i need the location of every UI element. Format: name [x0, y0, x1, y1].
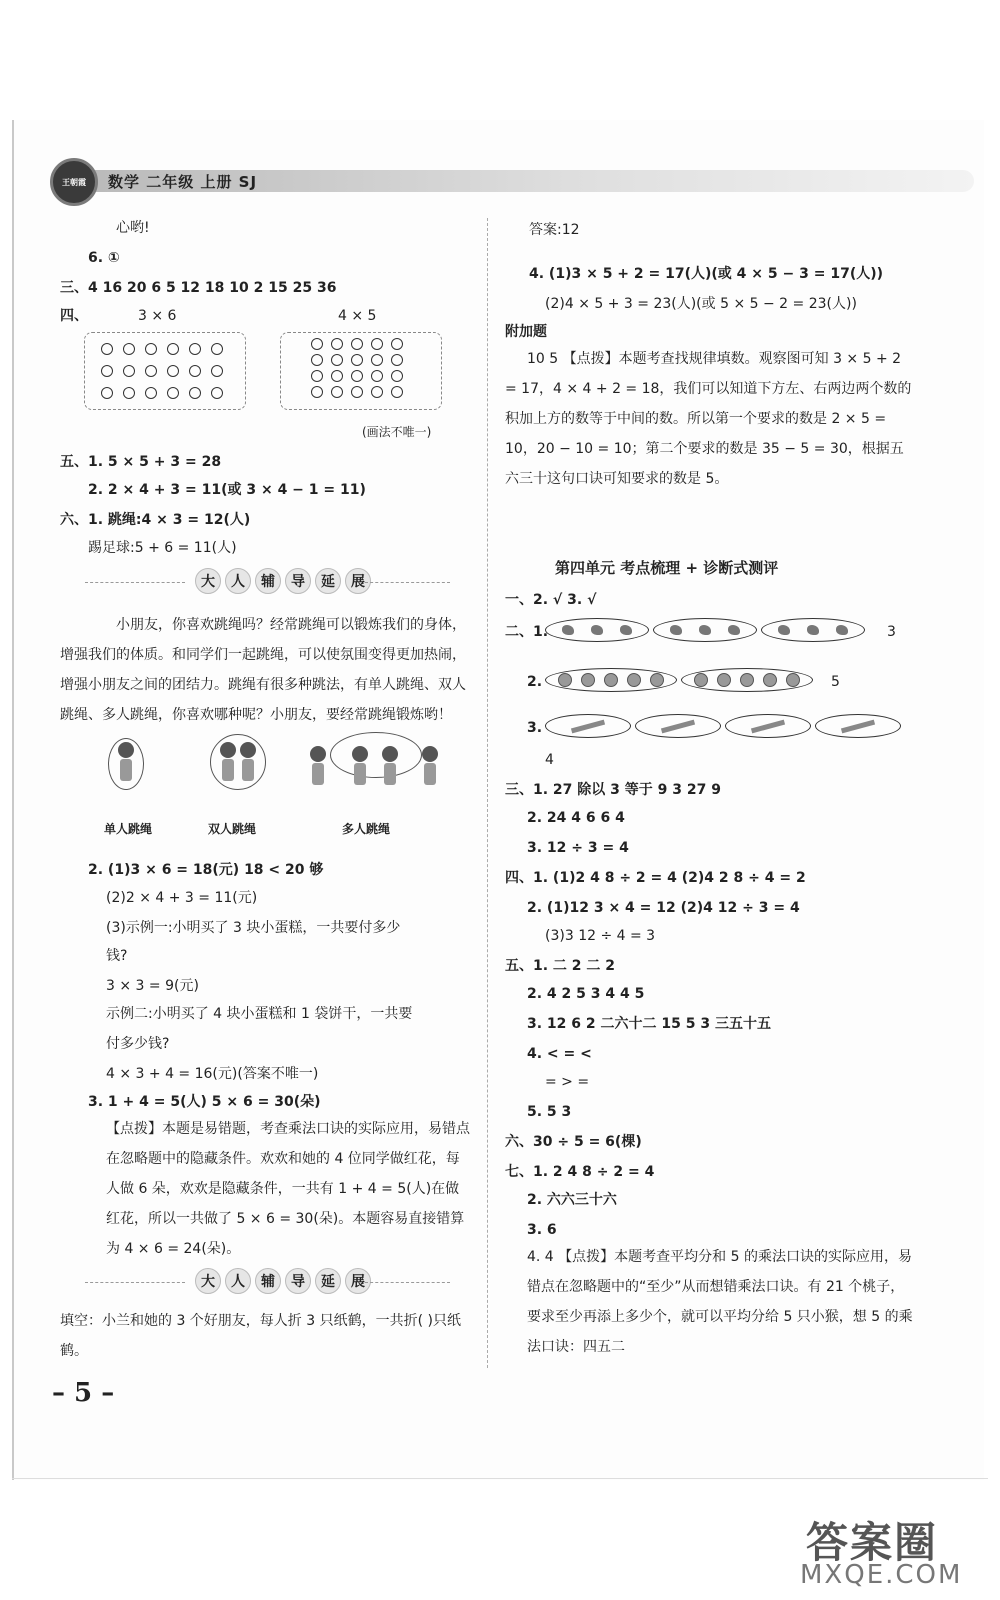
- paragraph-bonus: 10 5 【点拨】本题考查找规律填数。观察图可知 3 × 5 + 2 = 17，4 × 4 + 2 = 18，我们可以知道下方左、右两边两个数的积加上方的数等于中间的数。所以第一个要求的数是 2 × 5 = 10，20 − 10 = 10；第二个要求的数是 35 − 5 = 30，根据五六三十这句口诀可知要求的数是 5。: [505, 351, 912, 487]
- group-ellipse: [545, 618, 649, 642]
- answer-line: 3. 12 ÷ 3 = 4: [527, 840, 629, 856]
- title-char: 人: [225, 568, 251, 594]
- answer-line: 一、2. √ 3. √: [505, 592, 597, 608]
- dot: [331, 370, 343, 382]
- title-char: 辅: [255, 568, 281, 594]
- answer-line: 三、1. 27 除以 3 等于 9 3 27 9: [505, 782, 721, 798]
- answer-line: 3. 6: [527, 1222, 557, 1238]
- caption: 双人跳绳: [208, 822, 257, 836]
- dot: [311, 370, 323, 382]
- dot: [331, 386, 343, 398]
- answer-value: 4: [545, 752, 554, 768]
- watermark-logo: 答案圈: [806, 1518, 939, 1567]
- group-ellipse: [635, 714, 721, 738]
- answer-line: 二、1.: [505, 624, 549, 640]
- caption: 单人跳绳: [104, 822, 153, 836]
- answer-line: 六、30 ÷ 5 = 6(棵): [505, 1134, 642, 1150]
- child-figure: [420, 746, 440, 785]
- dot: [391, 338, 403, 350]
- child-figure: [350, 746, 370, 785]
- peach-icon: [627, 673, 641, 687]
- answer-line: 2. 六六三十六: [527, 1192, 617, 1208]
- child-figure: [218, 742, 238, 781]
- answer-line: 示例二:小明买了 4 块小蛋糕和 1 袋饼干，一共要: [106, 1006, 413, 1022]
- group-ellipse: [761, 618, 865, 642]
- answer-line: 七、1. 2 4 8 ÷ 2 = 4: [505, 1164, 655, 1180]
- title-char: 人: [225, 1268, 251, 1294]
- section-header-parent-guide: [85, 568, 450, 598]
- paragraph-explanation: 4. 4 【点拨】本题考查平均分和 5 的乘法口诀的实际应用，易错点在忽略题中的“至少”从而想错乘法口诀。有 21 个桃子，要求至少再添上多少个，就可以平均分给 5 只小猴，想 5 的乘法口诀：四五二: [527, 1249, 913, 1355]
- title-char: 导: [285, 1268, 311, 1294]
- dot: [371, 338, 383, 350]
- answer-line: 3 × 3 = 9(元): [106, 978, 199, 994]
- section-header-parent-guide: [85, 1268, 450, 1298]
- dot: [189, 365, 201, 377]
- answer-line: 2. 2 × 4 + 3 = 11(或 3 × 4 − 1 = 11): [88, 482, 366, 498]
- squirrel-icon: [562, 625, 574, 635]
- answer-line: = > =: [545, 1074, 590, 1090]
- scan-edge: [12, 120, 14, 1480]
- dot: [351, 354, 363, 366]
- answer-line: 4. < = <: [527, 1046, 592, 1062]
- answer-line: 五、1. 二 2 二 2: [505, 958, 616, 974]
- section-label: 附加题: [505, 324, 547, 340]
- dot: [167, 365, 179, 377]
- peach-icon: [740, 673, 754, 687]
- dot: [311, 354, 323, 366]
- paragraph-jump-rope: 小朋友，你喜欢跳绳吗？经常跳绳可以锻炼我们的身体，增强我们的体质。和同学们一起跳绳，可以使氛围变得更加热闹，增强小朋友之间的团结力。跳绳有很多种跳法，有单人跳绳、双人跳绳、多人跳绳，你喜欢哪种呢？小朋友，要经常跳绳锻炼哟！: [60, 617, 466, 723]
- title-char: 辅: [255, 1268, 281, 1294]
- page-header: [44, 158, 984, 202]
- pencil-icon: [841, 719, 875, 733]
- group-ellipse: [815, 714, 901, 738]
- squirrel-icon: [807, 625, 819, 635]
- squirrel-icon: [620, 625, 632, 635]
- squirrel-icon: [670, 625, 682, 635]
- child-figure: [238, 742, 258, 781]
- rope: [330, 732, 422, 778]
- answer-line: 3.: [527, 720, 543, 736]
- dot: [167, 343, 179, 355]
- dot: [331, 354, 343, 366]
- answer-line: 答案:12: [529, 222, 580, 238]
- answer-line: 6. ①: [88, 250, 120, 266]
- dashed-line: [365, 1282, 450, 1283]
- title-char: 展: [345, 1268, 371, 1294]
- dot: [101, 343, 113, 355]
- dot: [189, 343, 201, 355]
- book-title: 数学 二年级 上册 SJ: [108, 173, 258, 191]
- dot: [145, 387, 157, 399]
- answer-line: 四、: [60, 308, 88, 324]
- answer-line: 2. 24 4 6 6 4: [527, 810, 625, 826]
- pencil-icon: [751, 719, 785, 733]
- dot: [123, 343, 135, 355]
- dot: [123, 365, 135, 377]
- column-divider: [487, 218, 488, 1368]
- squirrel-icon: [728, 625, 740, 635]
- peach-icon: [650, 673, 664, 687]
- answer-line: 三、4 16 20 6 5 12 18 10 2 15 25 36: [60, 280, 337, 296]
- squirrel-icon: [699, 625, 711, 635]
- dot: [371, 386, 383, 398]
- dot: [167, 387, 179, 399]
- array-label: 3 × 6: [138, 308, 177, 324]
- dashed-line: [85, 582, 185, 583]
- answer-line: 3. 12 6 2 二六十二 15 5 3 三五十五: [527, 1016, 771, 1032]
- dot: [371, 354, 383, 366]
- answer-line: 踢足球:5 + 6 = 11(人): [88, 540, 237, 556]
- answer-line: 心哟!: [116, 220, 150, 236]
- paragraph-exercise: 填空：小兰和她的 3 个好朋友，每人折 3 只纸鹤，一共折( )只纸鹤。: [60, 1313, 461, 1359]
- title-char: 大: [195, 1268, 221, 1294]
- title-char: 延: [315, 1268, 341, 1294]
- dot-array-3x6: [84, 332, 246, 410]
- answer-line: 5. 5 3: [527, 1104, 572, 1120]
- peach-icon: [717, 673, 731, 687]
- dot: [391, 354, 403, 366]
- squirrel-icon: [836, 625, 848, 635]
- unit-title: 第四单元 考点梳理 + 诊断式测评: [555, 559, 779, 577]
- dot: [391, 386, 403, 398]
- dot: [391, 370, 403, 382]
- answer-line: 2. (1)3 × 6 = 18(元) 18 < 20 够: [88, 862, 324, 878]
- answer-value: 3: [887, 624, 896, 640]
- array-label: 4 × 5: [338, 308, 377, 324]
- dot: [101, 365, 113, 377]
- title-char: 导: [285, 568, 311, 594]
- dot: [189, 387, 201, 399]
- pencil-icon: [571, 719, 605, 733]
- section-title: [195, 1268, 371, 1294]
- child-figure: [308, 746, 328, 785]
- group-ellipse: [681, 668, 813, 692]
- dot: [145, 343, 157, 355]
- note: (画法不唯一): [362, 425, 432, 439]
- title-char: 大: [195, 568, 221, 594]
- child-figure: [380, 746, 400, 785]
- answer-line: 2.: [527, 674, 543, 690]
- answer-line: (2)4 × 5 + 3 = 23(人)(或 5 × 5 − 2 = 23(人)): [545, 296, 857, 312]
- squirrel-icon: [778, 625, 790, 635]
- watermark-site: MXQE.COM: [800, 1560, 963, 1590]
- group-ellipse: [725, 714, 811, 738]
- squirrel-icon: [591, 625, 603, 635]
- dashed-line: [85, 1282, 185, 1283]
- answer-line: 2. 4 2 5 3 4 4 5: [527, 986, 645, 1002]
- group-ellipse: [545, 668, 677, 692]
- page-number: – 5 –: [52, 1378, 115, 1408]
- dot: [211, 387, 223, 399]
- pencil-icon: [661, 719, 695, 733]
- dot: [145, 365, 157, 377]
- dot: [123, 387, 135, 399]
- peach-icon: [763, 673, 777, 687]
- dot: [351, 338, 363, 350]
- title-char: 延: [315, 568, 341, 594]
- answer-line: 付多少钱?: [106, 1036, 170, 1052]
- answer-line: 4 × 3 + 4 = 16(元)(答案不唯一): [106, 1066, 319, 1082]
- publisher-logo: 王朝霞: [50, 158, 98, 206]
- dot: [331, 338, 343, 350]
- peach-icon: [558, 673, 572, 687]
- answer-line: (2)2 × 4 + 3 = 11(元): [106, 890, 258, 906]
- peach-icon: [786, 673, 800, 687]
- answer-line: 六、1. 跳绳:4 × 3 = 12(人): [60, 512, 251, 528]
- caption: 多人跳绳: [342, 822, 391, 836]
- peach-icon: [581, 673, 595, 687]
- scan-edge-bottom: [12, 1478, 988, 1479]
- dot-array-4x5: [280, 332, 442, 410]
- dot: [371, 370, 383, 382]
- dot: [311, 386, 323, 398]
- answer-line: 2. (1)12 3 × 4 = 12 (2)4 12 ÷ 3 = 4: [527, 900, 800, 916]
- dot: [351, 386, 363, 398]
- answer-line: 四、1. (1)2 4 8 ÷ 2 = 4 (2)4 2 8 ÷ 4 = 2: [505, 870, 806, 886]
- answer-line: 五、1. 5 × 5 + 3 = 28: [60, 454, 222, 470]
- peach-icon: [604, 673, 618, 687]
- answer-line: (3)3 12 ÷ 4 = 3: [545, 928, 656, 944]
- answer-line: 4. (1)3 × 5 + 2 = 17(人)(或 4 × 5 − 3 = 17(人)): [529, 266, 884, 282]
- group-ellipse: [545, 714, 631, 738]
- peach-icon: [694, 673, 708, 687]
- paragraph-explanation: 【点拨】本题是易错题，考查乘法口诀的实际应用，易错点在忽略题中的隐藏条件。欢欢和她的 4 位同学做红花，每人做 6 朵，欢欢是隐藏条件，一共有 1 + 4 = 5(人)在做红花，所以一共做了 5 × 6 = 30(朵)。本题容易直接错算为 4 × 6 = 24(朵)。: [106, 1121, 470, 1257]
- answer-line: (3)示例一:小明买了 3 块小蛋糕，一共要付多少: [106, 920, 401, 936]
- answer-line: 钱?: [106, 948, 128, 964]
- group-ellipse: [653, 618, 757, 642]
- dot: [211, 343, 223, 355]
- answer-value: 5: [831, 674, 840, 690]
- dot: [101, 387, 113, 399]
- answer-line: 3. 1 + 4 = 5(人) 5 × 6 = 30(朵): [88, 1094, 321, 1110]
- dot: [211, 365, 223, 377]
- title-char: 展: [345, 568, 371, 594]
- dot: [311, 338, 323, 350]
- section-title: [195, 568, 371, 594]
- dashed-line: [365, 582, 450, 583]
- dot: [351, 370, 363, 382]
- child-figure: [116, 742, 136, 781]
